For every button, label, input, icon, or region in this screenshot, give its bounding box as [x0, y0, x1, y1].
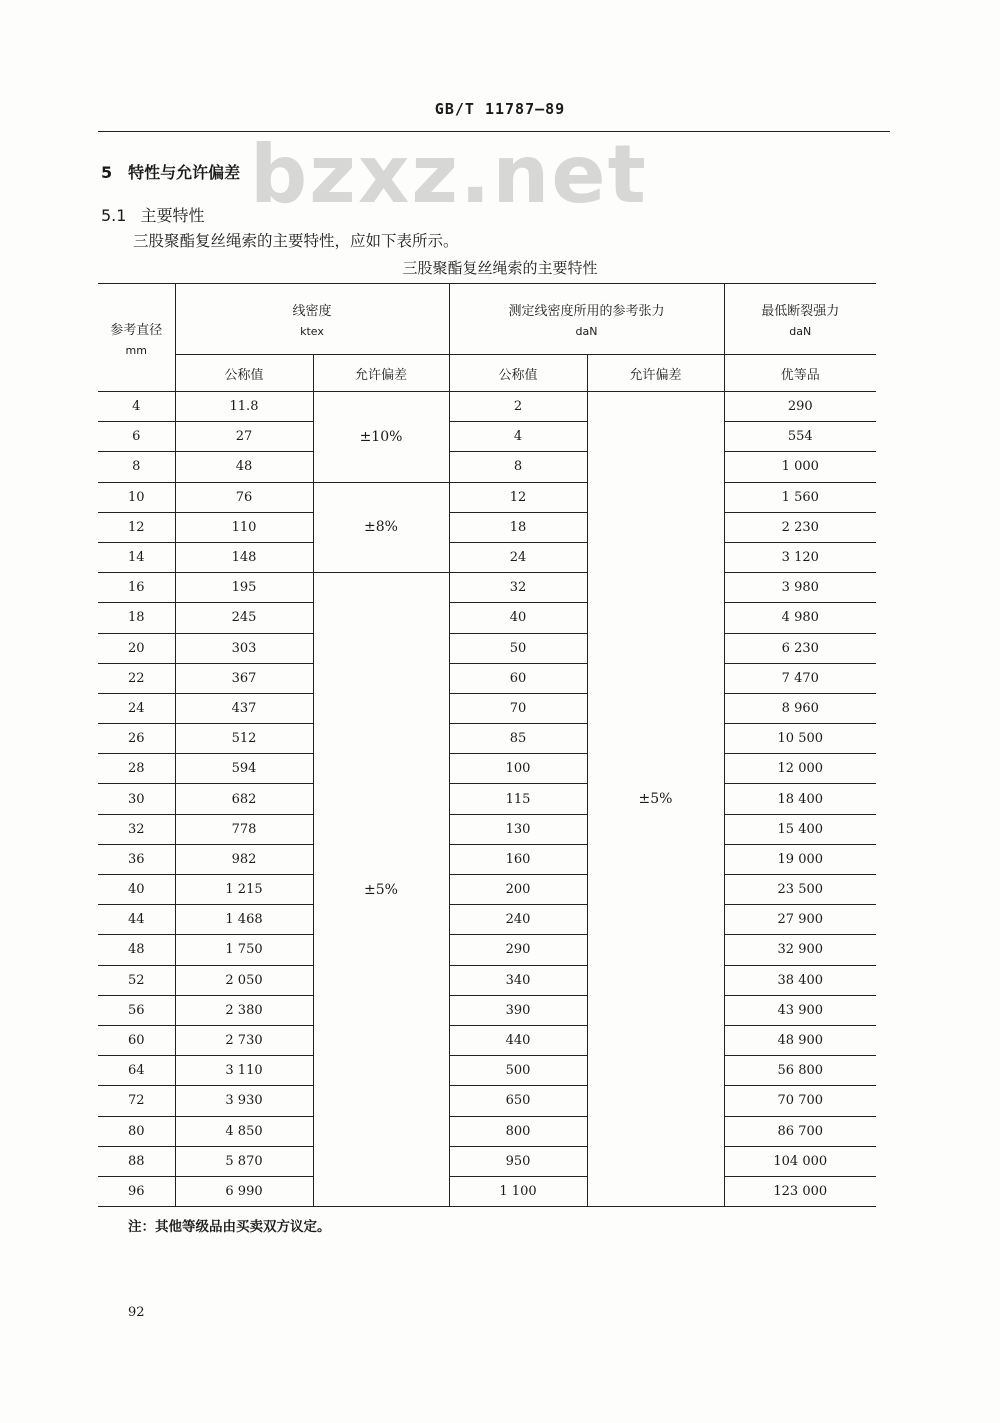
cell-tension: 100 — [449, 754, 587, 784]
cell-tension: 32 — [449, 573, 587, 603]
cell-strength: 8 960 — [724, 693, 876, 723]
section-title — [101, 160, 240, 183]
cell-strength: 86 700 — [724, 1116, 876, 1146]
cell-diameter: 80 — [98, 1116, 175, 1146]
cell-diameter: 12 — [98, 512, 175, 542]
cell-diameter: 72 — [98, 1086, 175, 1116]
cell-tension: 1 100 — [449, 1176, 587, 1206]
cell-strength: 48 900 — [724, 1025, 876, 1055]
section-title-text: 特性与允许偏差 — [128, 163, 241, 182]
cell-strength: 15 400 — [724, 814, 876, 844]
cell-diameter: 28 — [98, 754, 175, 784]
cell-tension: 500 — [449, 1056, 587, 1086]
table-row — [98, 512, 876, 542]
cell-diameter: 40 — [98, 875, 175, 905]
table-row — [98, 1086, 876, 1116]
table-row — [98, 814, 876, 844]
cell-density: 3 930 — [175, 1086, 313, 1116]
cell-density: 2 050 — [175, 965, 313, 995]
cell-density: 27 — [175, 422, 313, 452]
cell-strength: 3 980 — [724, 573, 876, 603]
cell-diameter: 64 — [98, 1056, 175, 1086]
characteristics-table — [98, 283, 876, 1207]
header-density-label: 线密度 — [292, 304, 332, 319]
cell-strength: 4 980 — [724, 603, 876, 633]
cell-density: 682 — [175, 784, 313, 814]
table-row — [98, 542, 876, 572]
table-caption: 三股聚酯复丝绳索的主要特性 — [402, 259, 598, 277]
cell-density: 11.8 — [175, 392, 313, 422]
table-row — [98, 784, 876, 814]
cell-diameter: 52 — [98, 965, 175, 995]
header-nominal-tension: 公称值 — [449, 355, 587, 392]
table-row — [98, 693, 876, 723]
cell-tension: 340 — [449, 965, 587, 995]
cell-density: 245 — [175, 603, 313, 633]
cell-diameter: 6 — [98, 422, 175, 452]
cell-diameter: 56 — [98, 995, 175, 1025]
table-row — [98, 724, 876, 754]
header-diameter-unit: mm — [125, 343, 147, 357]
subsection-title — [101, 203, 204, 226]
cell-tension: 160 — [449, 844, 587, 874]
cell-strength: 38 400 — [724, 965, 876, 995]
cell-diameter: 10 — [98, 482, 175, 512]
cell-tension: 240 — [449, 905, 587, 935]
cell-tension: 2 — [449, 392, 587, 422]
table-row — [98, 1146, 876, 1176]
table-row — [98, 875, 876, 905]
cell-density: 110 — [175, 512, 313, 542]
header-tolerance: 允许偏差 — [313, 355, 449, 392]
cell-strength: 27 900 — [724, 905, 876, 935]
cell-strength: 290 — [724, 392, 876, 422]
cell-tension-tolerance: ±5% — [587, 392, 724, 1207]
header-tension-unit: daN — [575, 325, 598, 338]
cell-tension: 12 — [449, 482, 587, 512]
header-tolerance-tension: 允许偏差 — [587, 355, 724, 392]
table-row — [98, 754, 876, 784]
cell-diameter: 26 — [98, 724, 175, 754]
cell-tension: 115 — [449, 784, 587, 814]
cell-density-tolerance: ±8% — [313, 482, 449, 573]
table-note: 注：其他等级品由买卖双方议定。 — [128, 1219, 331, 1235]
subsection-number: 5.1 — [101, 206, 127, 225]
cell-tension: 290 — [449, 935, 587, 965]
cell-strength: 554 — [724, 422, 876, 452]
cell-diameter: 8 — [98, 452, 175, 482]
cell-tension: 440 — [449, 1025, 587, 1055]
cell-density: 982 — [175, 844, 313, 874]
watermark: bzxz.net — [250, 128, 648, 221]
cell-tension: 8 — [449, 452, 587, 482]
cell-diameter: 4 — [98, 392, 175, 422]
cell-tension: 200 — [449, 875, 587, 905]
cell-density: 76 — [175, 482, 313, 512]
cell-tension: 40 — [449, 603, 587, 633]
table-row — [98, 935, 876, 965]
cell-diameter: 32 — [98, 814, 175, 844]
cell-density: 6 990 — [175, 1176, 313, 1206]
table-body — [98, 392, 876, 1207]
table-row — [98, 482, 876, 512]
cell-diameter: 16 — [98, 573, 175, 603]
table-row — [98, 905, 876, 935]
cell-strength: 32 900 — [724, 935, 876, 965]
cell-diameter: 36 — [98, 844, 175, 874]
page-number: 92 — [128, 1305, 145, 1320]
table-row — [98, 663, 876, 693]
cell-diameter: 96 — [98, 1176, 175, 1206]
cell-density-tolerance: ±5% — [313, 573, 449, 1207]
cell-strength: 10 500 — [724, 724, 876, 754]
cell-density: 1 750 — [175, 935, 313, 965]
table-row — [98, 1056, 876, 1086]
header-grade: 优等品 — [724, 355, 876, 392]
header-diameter — [98, 284, 175, 392]
table-row — [98, 844, 876, 874]
cell-density: 778 — [175, 814, 313, 844]
cell-diameter: 14 — [98, 542, 175, 572]
cell-diameter: 20 — [98, 633, 175, 663]
cell-strength: 1 560 — [724, 482, 876, 512]
header-strength-unit: daN — [789, 325, 812, 338]
table-row — [98, 392, 876, 422]
cell-strength: 23 500 — [724, 875, 876, 905]
cell-tension: 18 — [449, 512, 587, 542]
table-row — [98, 573, 876, 603]
cell-density: 2 380 — [175, 995, 313, 1025]
cell-density: 437 — [175, 693, 313, 723]
cell-density-tolerance: ±10% — [313, 392, 449, 483]
cell-strength: 12 000 — [724, 754, 876, 784]
cell-strength: 56 800 — [724, 1056, 876, 1086]
cell-strength: 70 700 — [724, 1086, 876, 1116]
cell-density: 148 — [175, 542, 313, 572]
cell-strength: 6 230 — [724, 633, 876, 663]
cell-strength: 19 000 — [724, 844, 876, 874]
cell-density: 594 — [175, 754, 313, 784]
cell-diameter: 60 — [98, 1025, 175, 1055]
cell-density: 303 — [175, 633, 313, 663]
table-row — [98, 1025, 876, 1055]
table-row — [98, 1116, 876, 1146]
header-diameter-label: 参考直径 — [110, 322, 163, 338]
cell-strength: 3 120 — [724, 542, 876, 572]
cell-diameter: 44 — [98, 905, 175, 935]
cell-tension: 50 — [449, 633, 587, 663]
header-strength-label: 最低断裂强力 — [761, 304, 840, 319]
cell-tension: 24 — [449, 542, 587, 572]
header-density-unit: ktex — [300, 325, 324, 338]
cell-tension: 130 — [449, 814, 587, 844]
intro-paragraph: 三股聚酯复丝绳索的主要特性，应如下表所示。 — [133, 232, 459, 250]
table-row — [98, 452, 876, 482]
subsection-title-text: 主要特性 — [140, 206, 205, 225]
table-row — [98, 422, 876, 452]
table-row — [98, 1176, 876, 1206]
cell-density: 3 110 — [175, 1056, 313, 1086]
document-header: GB/T 11787—89 — [434, 100, 566, 118]
cell-density: 5 870 — [175, 1146, 313, 1176]
cell-density: 367 — [175, 663, 313, 693]
cell-density: 1 468 — [175, 905, 313, 935]
cell-density: 4 850 — [175, 1116, 313, 1146]
section-number: 5 — [101, 163, 113, 182]
table-row — [98, 633, 876, 663]
cell-tension: 85 — [449, 724, 587, 754]
cell-strength: 2 230 — [724, 512, 876, 542]
header-tension — [449, 284, 724, 355]
cell-density: 2 730 — [175, 1025, 313, 1055]
cell-strength: 104 000 — [724, 1146, 876, 1176]
cell-diameter: 22 — [98, 663, 175, 693]
table-row — [98, 965, 876, 995]
cell-density: 48 — [175, 452, 313, 482]
cell-tension: 650 — [449, 1086, 587, 1116]
cell-tension: 390 — [449, 995, 587, 1025]
cell-tension: 800 — [449, 1116, 587, 1146]
cell-tension: 4 — [449, 422, 587, 452]
cell-density: 512 — [175, 724, 313, 754]
table-row — [98, 995, 876, 1025]
cell-strength: 123 000 — [724, 1176, 876, 1206]
header-density — [175, 284, 449, 355]
header-tension-label: 测定线密度所用的参考张力 — [508, 304, 665, 319]
header-nominal: 公称值 — [175, 355, 313, 392]
cell-tension: 950 — [449, 1146, 587, 1176]
cell-tension: 60 — [449, 663, 587, 693]
cell-diameter: 48 — [98, 935, 175, 965]
cell-strength: 1 000 — [724, 452, 876, 482]
cell-diameter: 24 — [98, 693, 175, 723]
cell-tension: 70 — [449, 693, 587, 723]
cell-diameter: 88 — [98, 1146, 175, 1176]
cell-density: 195 — [175, 573, 313, 603]
cell-diameter: 30 — [98, 784, 175, 814]
cell-diameter: 18 — [98, 603, 175, 633]
cell-strength: 43 900 — [724, 995, 876, 1025]
cell-strength: 18 400 — [724, 784, 876, 814]
table-row — [98, 603, 876, 633]
cell-density: 1 215 — [175, 875, 313, 905]
cell-strength: 7 470 — [724, 663, 876, 693]
header-strength — [724, 284, 876, 355]
